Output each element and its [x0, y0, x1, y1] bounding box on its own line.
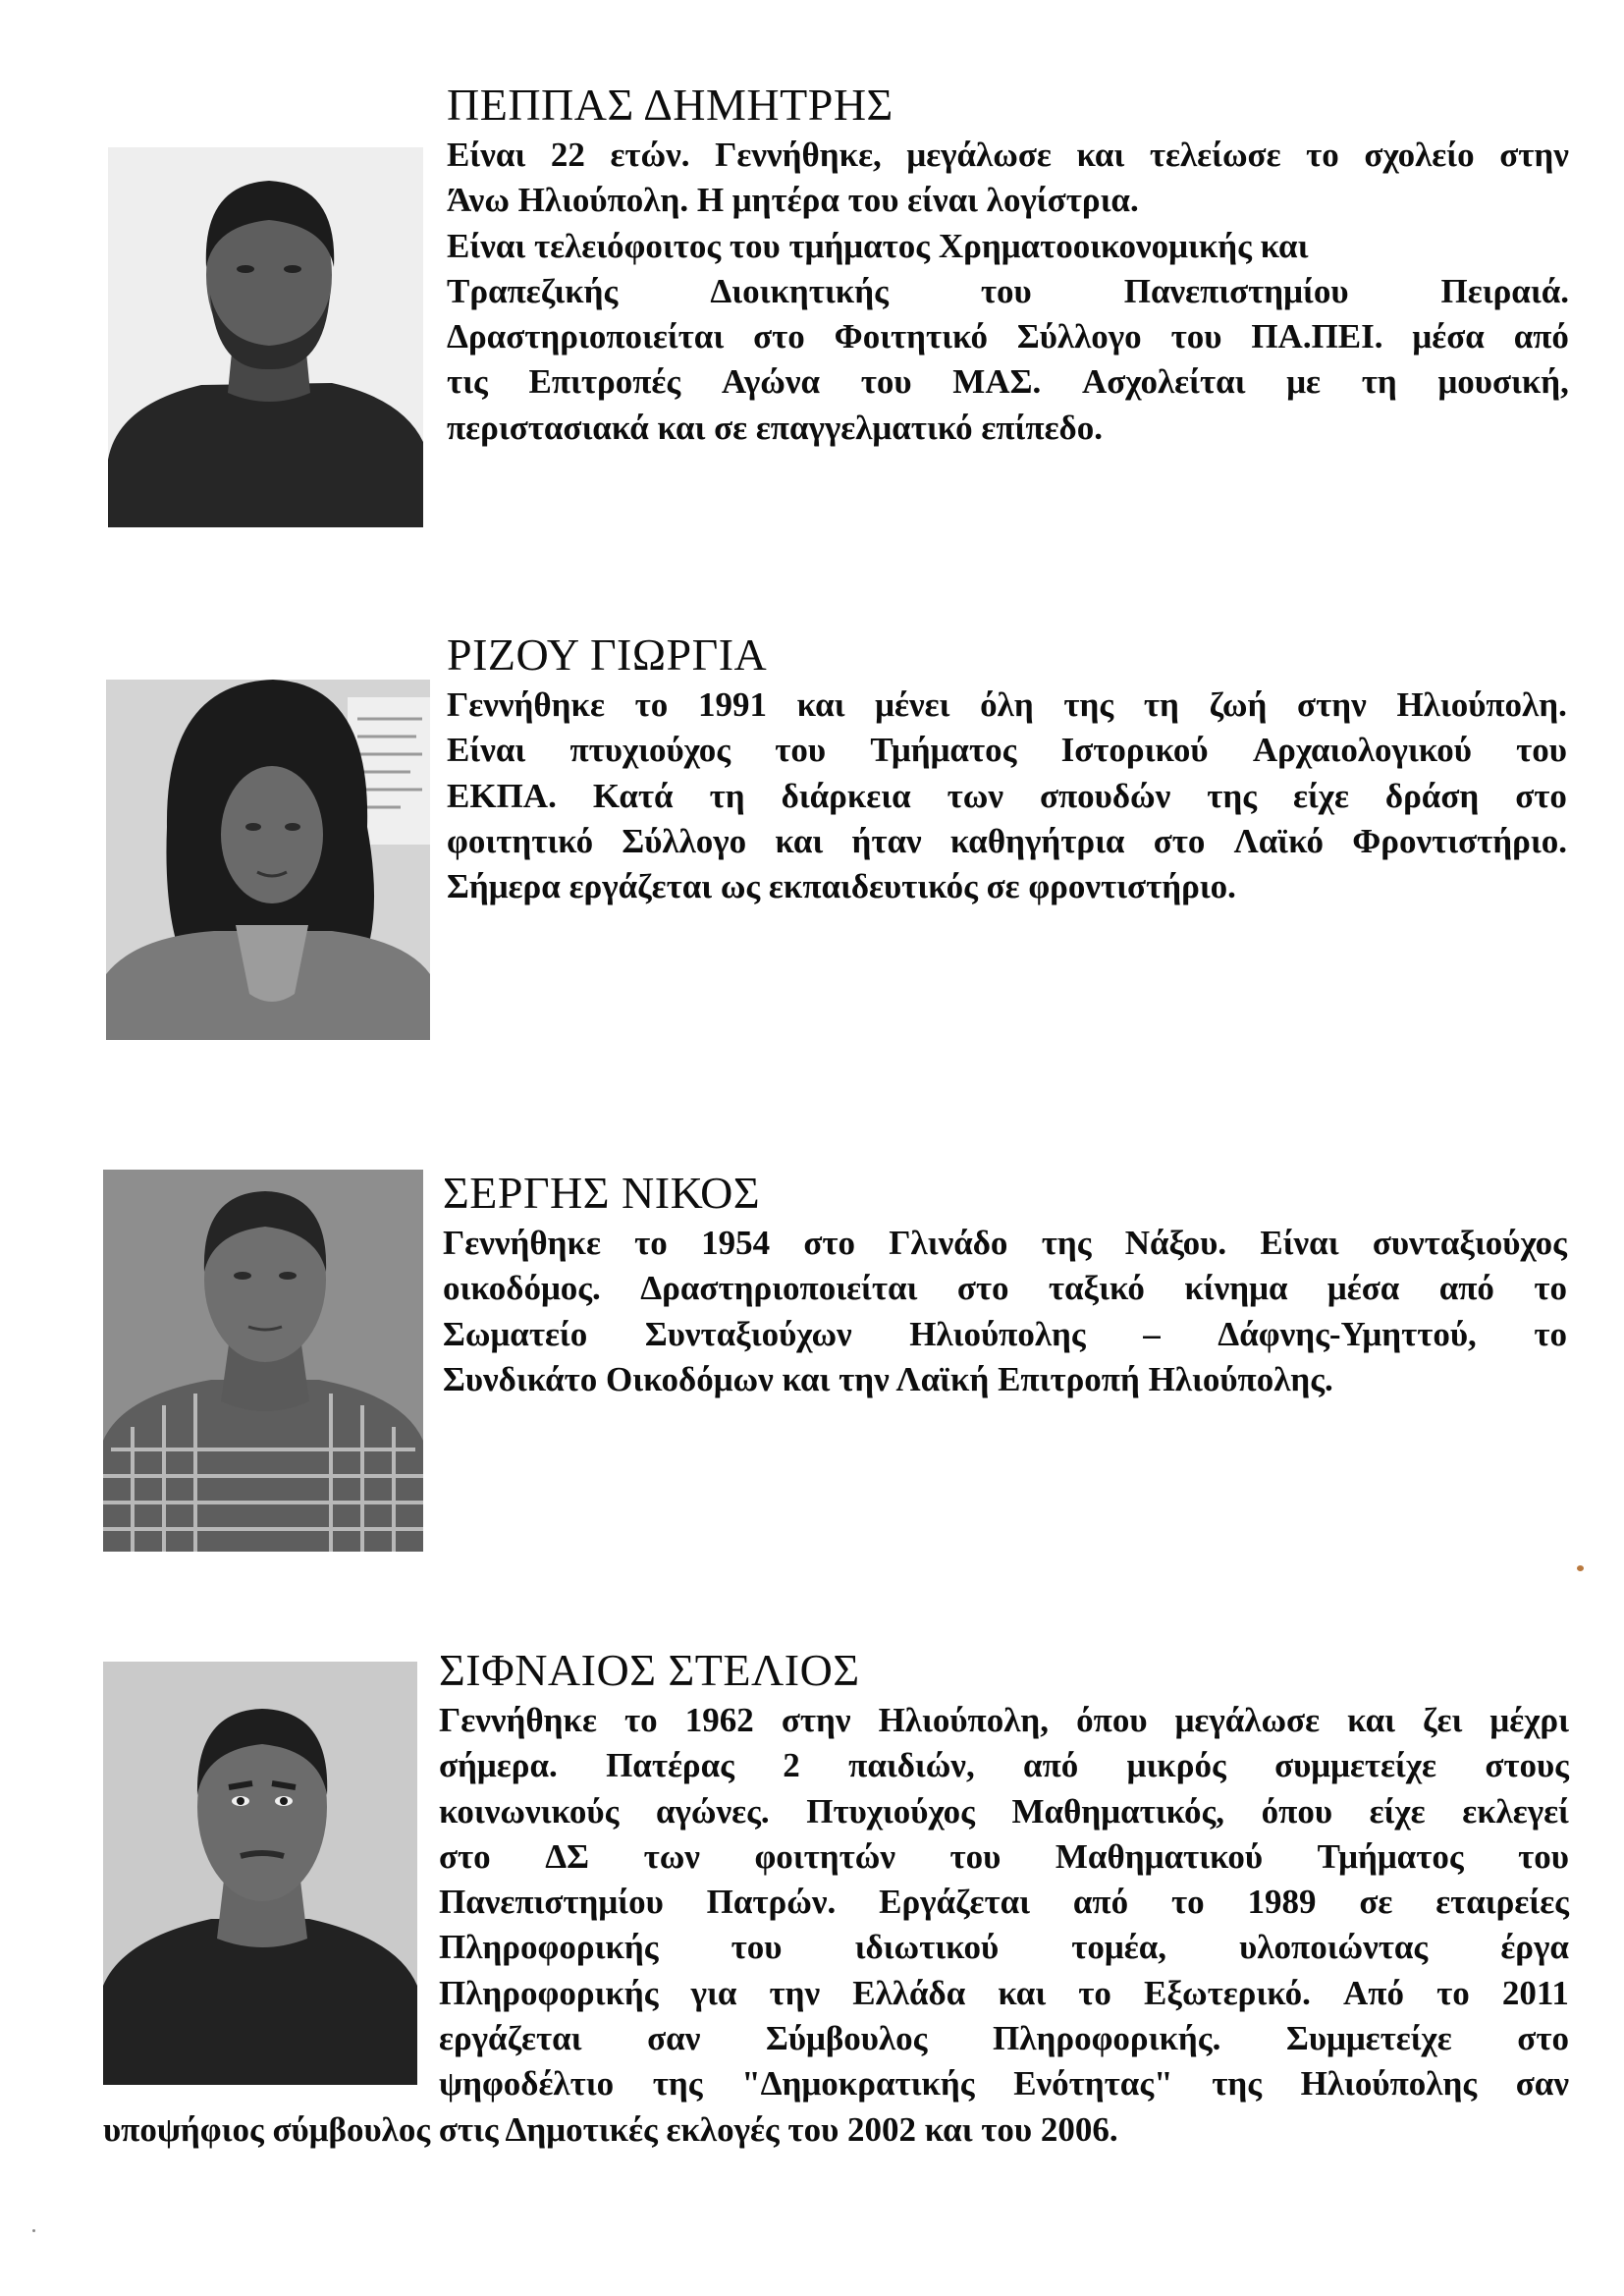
bio-word: Τμήματος	[870, 731, 1017, 770]
bio-line	[447, 774, 1567, 819]
portrait-image	[103, 1170, 423, 1552]
bio-word: Από	[1343, 1973, 1404, 2012]
bio-word: υλοποιώντας	[1239, 1928, 1429, 1967]
person-shoulders	[108, 383, 423, 527]
bio-word: Αρχαιολογικού	[1252, 731, 1472, 770]
person-pupil	[237, 1797, 244, 1805]
bio-word: Δάφνης-Υμηττού,	[1218, 1314, 1477, 1353]
bio-word: Γεννήθηκε	[447, 685, 605, 724]
bio-word: Γλινάδο	[889, 1224, 1008, 1262]
bio-word: του	[1518, 1836, 1569, 1876]
bio-word: της	[1207, 776, 1257, 815]
bio-word: 22	[550, 136, 585, 174]
bio-word: και	[1076, 136, 1125, 174]
person-eye	[237, 265, 254, 273]
bio-word: σχολείο	[1364, 136, 1475, 174]
bio-word: στο	[439, 1836, 491, 1876]
bio-word: μέσα	[1412, 317, 1485, 356]
bio-line	[447, 314, 1569, 359]
bio-word: αγώνες.	[655, 1791, 770, 1831]
candidate-text	[443, 1168, 1567, 1402]
bio-word: σήμερα.	[439, 1746, 558, 1785]
candidate-bio	[447, 133, 1569, 451]
candidate-photo	[103, 1662, 417, 2085]
bio-word: Επιτροπές	[528, 362, 681, 402]
bio-word: Νάξου.	[1124, 1224, 1227, 1262]
bio-line	[443, 1221, 1567, 1266]
bio-word: στην	[1499, 136, 1569, 174]
bio-word: σπουδών	[1039, 776, 1171, 815]
bio-word: στους	[1485, 1746, 1569, 1785]
bio-word: κοινωνικούς	[439, 1791, 620, 1831]
bio-word: συμμετείχε	[1274, 1746, 1436, 1785]
bio-word: το	[624, 1701, 658, 1739]
bio-word: και	[998, 1973, 1047, 2012]
candidate-photo	[106, 680, 430, 1040]
bio-word: της	[1041, 1224, 1092, 1262]
bio-word: ήταν	[851, 821, 922, 860]
bio-word: τη	[1143, 685, 1179, 724]
bio-word: στο	[956, 1269, 1009, 1308]
portrait-image	[106, 680, 430, 1040]
bio-word: Πειραιά.	[1440, 271, 1569, 310]
bio-word: Γεννήθηκε	[443, 1224, 601, 1262]
bio-word: των	[643, 1836, 700, 1876]
bio-word: της	[1212, 2064, 1262, 2104]
bio-word: ΔΣ	[545, 1836, 590, 1876]
bio-word: όπου	[1261, 1791, 1333, 1831]
bio-word: Δραστηριοποιείται	[447, 317, 725, 356]
bio-word: Λαϊκό	[1233, 821, 1325, 860]
bio-word: και	[775, 821, 824, 860]
bio-word: ταξικό	[1048, 1269, 1145, 1308]
bio-word: τη	[709, 776, 745, 815]
scan-dot	[32, 2229, 35, 2232]
bio-word: μικρός	[1126, 1746, 1226, 1785]
person-eyebrow	[229, 1783, 252, 1787]
bio-word: Είναι	[1260, 1224, 1339, 1262]
person-pupil	[280, 1797, 288, 1805]
bio-word: Εξωτερικό.	[1144, 1973, 1311, 2012]
bio-word: –	[1143, 1314, 1161, 1353]
bio-line: Συνδικάτο Οικοδόμων και την Λαϊκή Επιτροπή Ηλιούπολης.	[443, 1359, 1333, 1398]
bio-word: μένει	[875, 685, 950, 724]
bio-word: Πατέρας	[606, 1746, 734, 1785]
bio-word: 1989	[1247, 1883, 1317, 1922]
bio-word: του	[775, 731, 827, 770]
candidate-name: ΠΕΠΠΑΣ ΔΗΜΗΤΡΗΣ	[447, 80, 893, 130]
bio-line	[439, 2061, 1569, 2106]
bio-line: υποψήφιος σύμβουλος στις Δημοτικές εκλογές του 2002 και του 2006.	[103, 2109, 1118, 2149]
bio-line	[447, 728, 1567, 773]
bio-word: Πανεπιστημίου	[439, 1883, 664, 1922]
bio-word: Ηλιούπολη.	[1396, 685, 1567, 724]
bio-word: από	[1438, 1269, 1494, 1308]
bio-word: Είναι	[447, 731, 526, 770]
bio-word: στο	[753, 317, 805, 356]
bio-word: στο	[1515, 776, 1567, 815]
bio-word: Ηλιούπολης	[909, 1314, 1086, 1353]
candidate-text	[103, 1645, 1569, 2153]
bio-word: εργάζεται	[439, 2019, 582, 2058]
bio-word: από	[1023, 1746, 1079, 1785]
bio-word: Αγώνα	[721, 362, 821, 402]
bio-line	[447, 133, 1569, 178]
bio-word: μέχρι	[1489, 1701, 1569, 1739]
candidate-text	[447, 80, 1569, 451]
bio-word: πτυχιούχος	[569, 731, 731, 770]
bio-word: Ιστορικού	[1060, 731, 1209, 770]
bio-word: τομέα,	[1071, 1928, 1167, 1967]
person-eye	[245, 823, 261, 831]
bio-word: Πατρών.	[706, 1883, 837, 1922]
bio-word: Τραπεζικής	[447, 271, 619, 310]
bio-line: Άνω Ηλιούπολη. Η μητέρα του είναι λογίστρια.	[447, 181, 1139, 220]
bio-word: έργα	[1500, 1928, 1569, 1967]
bio-line	[439, 1834, 1569, 1880]
bio-word: μεγάλωσε	[1174, 1701, 1321, 1739]
bio-word: συνταξιούχος	[1372, 1224, 1567, 1262]
person-eyebrow	[272, 1783, 296, 1787]
bio-word: το	[1534, 1314, 1567, 1353]
bio-word: Μαθηματικός,	[1011, 1791, 1225, 1831]
candidate-name: ΣΕΡΓΗΣ ΝΙΚΟΣ	[443, 1168, 761, 1218]
bio-line	[439, 1880, 1569, 1925]
bio-line: περιστασιακά και σε επαγγελματικό επίπεδο.	[447, 408, 1103, 447]
bio-word: Είναι	[447, 136, 526, 174]
bio-word: μεγάλωσε	[906, 136, 1052, 174]
bio-word: Γεννήθηκε	[439, 1701, 597, 1739]
bio-line	[439, 1789, 1569, 1834]
bio-word: 1962	[684, 1701, 754, 1739]
bio-word: τελείωσε	[1149, 136, 1281, 174]
bio-word: όπου	[1076, 1701, 1148, 1739]
bio-line	[447, 819, 1567, 864]
bio-word: και	[1347, 1701, 1395, 1739]
bio-word: οικοδόμος.	[443, 1269, 601, 1308]
bio-word: είχε	[1369, 1791, 1426, 1831]
bio-word: εκλεγεί	[1462, 1791, 1569, 1831]
bio-word: 1954	[701, 1224, 771, 1262]
bio-word: με	[1286, 362, 1321, 402]
bio-word: σαν	[647, 2019, 701, 2058]
bio-line: Είναι τελειόφοιτος του τμήματος Χρηματοοικονομικής και	[447, 226, 1309, 265]
bio-word: την	[769, 1973, 821, 2012]
candidate-name: ΣΙΦΝΑΙΟΣ ΣΤΕΛΙΟΣ	[439, 1645, 860, 1695]
bio-word: των	[947, 776, 1003, 815]
bio-line	[439, 1925, 1569, 1970]
candidate-bio	[443, 1221, 1567, 1402]
bio-word: Εργάζεται	[879, 1883, 1031, 1922]
bio-line	[439, 1743, 1569, 1788]
bio-word: Φροντιστήριο.	[1352, 821, 1567, 860]
bio-word: Ενότητας"	[1013, 2064, 1173, 2104]
bio-word: Συμμετείχε	[1285, 2019, 1452, 2058]
person-eye	[285, 823, 300, 831]
bio-word: ψηφοδέλτιο	[439, 2064, 615, 2104]
bio-word: "Δημοκρατικής	[741, 2064, 975, 2104]
bio-word: ζωή	[1209, 685, 1268, 724]
bio-word: Συνταξιούχων	[644, 1314, 852, 1353]
bio-word: Ηλιούπολη,	[878, 1701, 1050, 1739]
bio-word: Πτυχιούχος	[806, 1791, 975, 1831]
bio-word: φοιτητικό	[447, 821, 594, 860]
bio-line	[439, 2016, 1569, 2061]
bio-word: το	[1170, 1883, 1205, 1922]
bio-word: Σύλλογο	[622, 821, 747, 860]
bio-word: Πληροφορικής	[439, 1928, 659, 1967]
bio-word: το	[1436, 1973, 1470, 2012]
bio-word: μέσα	[1326, 1269, 1400, 1308]
bio-word: Σωματείο	[443, 1314, 588, 1353]
bio-word: στην	[1297, 685, 1367, 724]
bio-word: του	[731, 1928, 783, 1967]
portrait-image	[103, 1662, 417, 2085]
bio-word: στο	[1517, 2019, 1569, 2058]
bio-word: όλη	[980, 685, 1034, 724]
bio-word: ιδιωτικού	[854, 1928, 1000, 1967]
bio-word: ΜΑΣ.	[952, 362, 1042, 402]
bio-word: Ασχολείται	[1081, 362, 1246, 402]
bio-word: ετών.	[610, 136, 690, 174]
person-eye	[279, 1272, 297, 1280]
bio-line	[447, 683, 1567, 728]
bio-word: από	[1513, 317, 1569, 356]
bio-word: Σύλλογο	[1016, 317, 1142, 356]
bio-word: εταιρείες	[1435, 1883, 1569, 1922]
person-eye	[284, 265, 301, 273]
bio-line: Σήμερα εργάζεται ως εκπαιδευτικός σε φροντιστήριο.	[447, 867, 1236, 906]
bio-line	[439, 1971, 1569, 2016]
bio-word: 2011	[1501, 1973, 1569, 2012]
bio-word: της	[1063, 685, 1114, 724]
bio-word: Δραστηριοποιείται	[640, 1269, 918, 1308]
person-face	[221, 766, 323, 903]
bio-word: Φοιτητικό	[834, 317, 988, 356]
bio-word: Τμήματος	[1317, 1836, 1464, 1876]
bio-word: Πληροφορικής.	[993, 2019, 1221, 2058]
bio-word: το	[634, 685, 669, 724]
bio-word: σαν	[1515, 2064, 1569, 2104]
person-mustache	[241, 1853, 284, 1856]
person-eye	[234, 1272, 251, 1280]
bio-word: ΕΚΠΑ.	[447, 776, 557, 815]
portrait-image	[108, 147, 423, 527]
bio-word: το	[1306, 136, 1339, 174]
bio-word: δράση	[1384, 776, 1480, 815]
bio-word: Γεννήθηκε,	[715, 136, 882, 174]
bio-word: της	[652, 2064, 703, 2104]
bio-word: το	[634, 1224, 668, 1262]
candidate-photo	[103, 1170, 423, 1552]
candidate-bio	[447, 683, 1567, 909]
bio-line	[447, 269, 1569, 314]
bio-word: 1991	[697, 685, 767, 724]
bio-word: φοιτητών	[754, 1836, 896, 1876]
bio-word: από	[1072, 1883, 1129, 1922]
bio-word: στο	[1153, 821, 1206, 860]
bio-word: Πληροφορικής	[439, 1973, 659, 2012]
bio-word: και	[796, 685, 845, 724]
bio-word: παιδιών,	[848, 1746, 975, 1785]
bio-word: για	[690, 1973, 737, 2012]
bio-line	[443, 1312, 1567, 1357]
bio-word: τη	[1361, 362, 1397, 402]
bio-word: του	[949, 1836, 1001, 1876]
bio-word: το	[1078, 1973, 1111, 2012]
bio-word: διάρκεια	[781, 776, 911, 815]
bio-word: ζει	[1423, 1701, 1463, 1739]
bio-word: στο	[803, 1224, 856, 1262]
bio-word: του	[1170, 317, 1222, 356]
bio-word: Πανεπιστημίου	[1123, 271, 1349, 310]
bio-word: είχε	[1292, 776, 1349, 815]
candidate-bio	[103, 1698, 1569, 2153]
bio-word: 2	[783, 1746, 800, 1785]
bio-word: Μαθηματικού	[1055, 1836, 1264, 1876]
bio-word: το	[1534, 1269, 1567, 1308]
bio-word: Ηλιούπολης	[1300, 2064, 1478, 2104]
bio-line	[447, 359, 1569, 405]
bio-word: Κατά	[592, 776, 674, 815]
bio-word: μουσική,	[1437, 362, 1569, 402]
bio-word: στην	[781, 1701, 851, 1739]
bio-word: του	[860, 362, 912, 402]
bio-word: σε	[1359, 1883, 1393, 1922]
bio-word: τις	[447, 362, 488, 402]
bio-word: Σύμβουλος	[765, 2019, 928, 2058]
candidate-text	[447, 629, 1567, 909]
scan-speck	[1577, 1565, 1584, 1571]
bio-line	[439, 1698, 1569, 1743]
bio-word: καθηγήτρια	[949, 821, 1125, 860]
bio-word: Ελλάδα	[852, 1973, 966, 2012]
bio-word: κίνημα	[1184, 1269, 1288, 1308]
bio-word: Διοικητικής	[710, 271, 889, 310]
candidate-name: ΡΙΖΟΥ ΓΙΩΡΓΙΑ	[447, 629, 768, 680]
bio-word: του	[980, 271, 1032, 310]
candidate-photo	[108, 147, 423, 527]
bio-line	[443, 1266, 1567, 1311]
bio-word: του	[1516, 731, 1567, 770]
bio-word: ΠΑ.ΠΕΙ.	[1251, 317, 1383, 356]
